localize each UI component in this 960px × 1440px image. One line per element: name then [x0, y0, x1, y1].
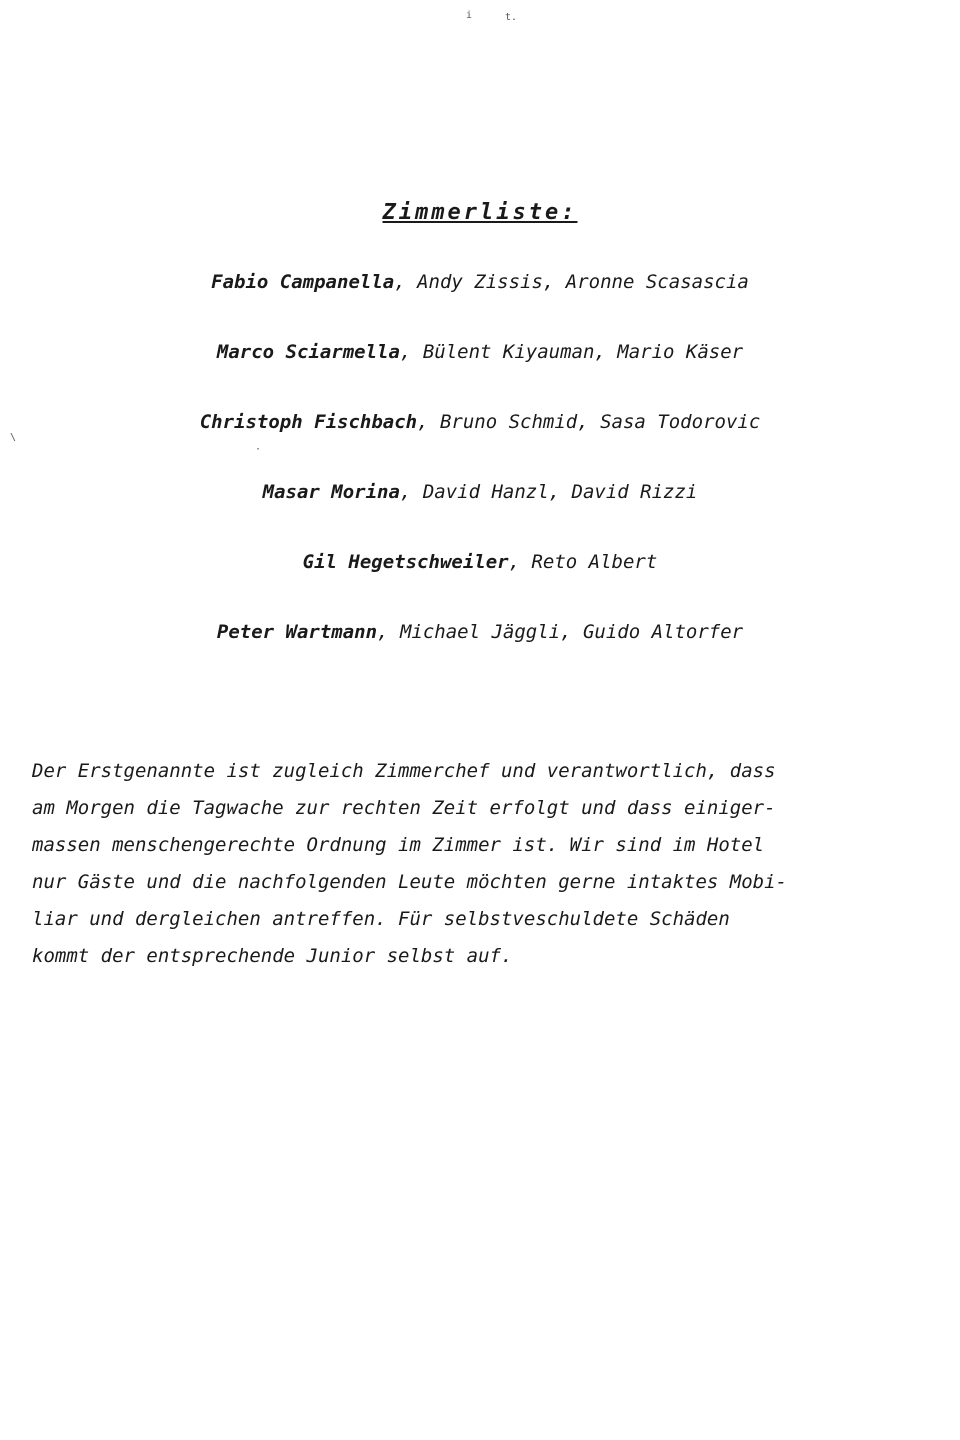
scan-artifact: i: [466, 10, 473, 21]
room-chief: Peter Wartmann: [216, 621, 378, 643]
room-entry: Marco Sciarmella, Bülent Kiyauman, Mario Käser: [216, 341, 744, 363]
room-members: Andy Zissis, Aronne Scasascia: [417, 271, 749, 293]
room-members: Michael Jäggli, Guido Altorfer: [399, 621, 744, 643]
room-members: Bruno Schmid, Sasa Todorovic: [439, 411, 761, 433]
paragraph-line: kommt der entsprechende Junior selbst auf.: [32, 945, 513, 967]
room-chief: Fabio Campanella: [211, 271, 395, 293]
room-members: Bülent Kiyauman, Mario Käser: [422, 341, 744, 363]
paragraph-line: massen menschengerechte Ordnung im Zimmer ist. Wir sind im Hotel: [32, 834, 765, 856]
paragraph-line: Der Erstgenannte ist zugleich Zimmerchef und verantwortlich, dass: [32, 760, 776, 782]
room-members: Reto Albert: [531, 551, 658, 573]
paragraph-line: am Morgen die Tagwache zur rechten Zeit erfolgt und dass einiger-: [32, 797, 776, 819]
room-chief: Christoph Fischbach: [199, 411, 418, 433]
scan-artifact: \: [10, 432, 17, 443]
room-entry: Masar Morina, David Hanzl, David Rizzi: [262, 481, 698, 503]
room-chief: Masar Morina: [262, 481, 400, 503]
instructions-paragraph: [32, 753, 944, 975]
scan-artifact: ·: [255, 444, 262, 455]
room-chief: Marco Sciarmella: [216, 341, 400, 363]
room-list: [0, 268, 960, 688]
scan-artifact: t.: [505, 12, 518, 23]
room-entry: Fabio Campanella, Andy Zissis, Aronne Scasascia: [211, 271, 749, 293]
paragraph-line: liar und dergleichen antreffen. Für selbstveschuldete Schäden: [32, 908, 730, 930]
paragraph-line: nur Gäste und die nachfolgenden Leute möchten gerne intaktes Mobi-: [32, 871, 787, 893]
room-entry: Gil Hegetschweiler, Reto Albert: [302, 551, 658, 573]
room-entry: Peter Wartmann, Michael Jäggli, Guido Altorfer: [216, 621, 744, 643]
room-members: David Hanzl, David Rizzi: [422, 481, 698, 503]
room-chief: Gil Hegetschweiler: [302, 551, 509, 573]
document-title: Zimmerliste:: [382, 200, 578, 225]
room-entry: Christoph Fischbach, Bruno Schmid, Sasa Todorovic: [199, 411, 761, 433]
